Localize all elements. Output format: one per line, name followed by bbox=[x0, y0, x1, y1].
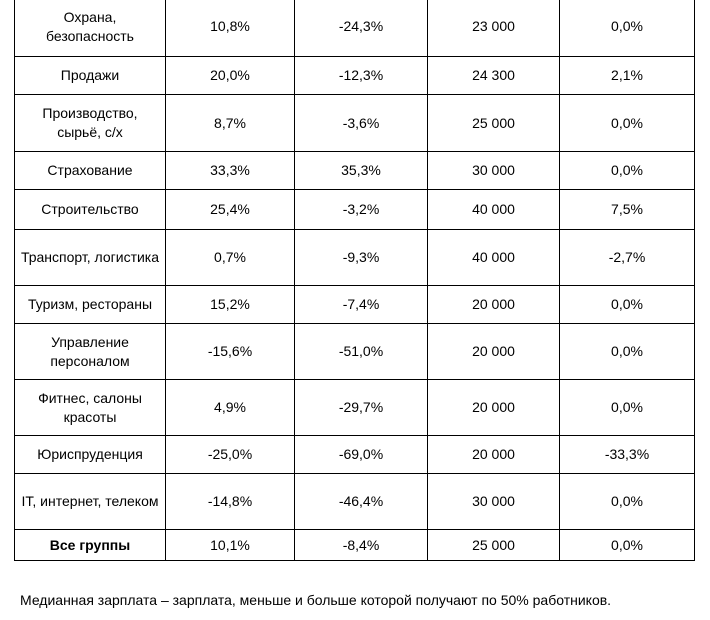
value-cell: 0,0% bbox=[560, 474, 695, 530]
value-cell: 10,1% bbox=[166, 530, 295, 561]
table-row bbox=[15, 152, 695, 190]
table-row bbox=[15, 474, 695, 530]
value-cell: 20 000 bbox=[428, 324, 560, 380]
table-row bbox=[15, 286, 695, 324]
value-cell: 30 000 bbox=[428, 152, 560, 190]
industry-name-cell: Охрана, безопасность bbox=[15, 0, 166, 57]
value-cell: 20 000 bbox=[428, 380, 560, 436]
value-cell: 15,2% bbox=[166, 286, 295, 324]
table-row bbox=[15, 324, 695, 380]
industry-name-cell: Страхование bbox=[15, 152, 166, 190]
value-cell: -2,7% bbox=[560, 230, 695, 286]
value-cell: 0,0% bbox=[560, 95, 695, 152]
value-cell: -3,6% bbox=[295, 95, 428, 152]
value-cell: 33,3% bbox=[166, 152, 295, 190]
salary-table bbox=[14, 0, 695, 561]
value-cell: 25,4% bbox=[166, 190, 295, 230]
value-cell: -51,0% bbox=[295, 324, 428, 380]
industry-name-cell: Транспорт, логистика bbox=[15, 230, 166, 286]
value-cell: 25 000 bbox=[428, 530, 560, 561]
value-cell: 8,7% bbox=[166, 95, 295, 152]
industry-name-cell: Продажи bbox=[15, 57, 166, 95]
value-cell: 30 000 bbox=[428, 474, 560, 530]
value-cell: -46,4% bbox=[295, 474, 428, 530]
value-cell: 0,7% bbox=[166, 230, 295, 286]
table-row bbox=[15, 0, 695, 57]
value-cell: -29,7% bbox=[295, 380, 428, 436]
table-row bbox=[15, 95, 695, 152]
value-cell: 40 000 bbox=[428, 190, 560, 230]
value-cell: 0,0% bbox=[560, 324, 695, 380]
value-cell: 10,8% bbox=[166, 0, 295, 57]
table-row bbox=[15, 436, 695, 474]
value-cell: 20 000 bbox=[428, 286, 560, 324]
value-cell: -14,8% bbox=[166, 474, 295, 530]
value-cell: 0,0% bbox=[560, 152, 695, 190]
value-cell: -25,0% bbox=[166, 436, 295, 474]
total-name-cell: Все группы bbox=[15, 530, 166, 561]
value-cell: 0,0% bbox=[560, 286, 695, 324]
value-cell: 0,0% bbox=[560, 530, 695, 561]
value-cell: 40 000 bbox=[428, 230, 560, 286]
value-cell: -69,0% bbox=[295, 436, 428, 474]
value-cell: -33,3% bbox=[560, 436, 695, 474]
value-cell: 2,1% bbox=[560, 57, 695, 95]
value-cell: 7,5% bbox=[560, 190, 695, 230]
table-row bbox=[15, 230, 695, 286]
table-row bbox=[15, 190, 695, 230]
value-cell: -3,2% bbox=[295, 190, 428, 230]
table-row bbox=[15, 57, 695, 95]
value-cell: 24 300 bbox=[428, 57, 560, 95]
industry-name-cell: Строительство bbox=[15, 190, 166, 230]
industry-name-cell: Фитнес, салоны красоты bbox=[15, 380, 166, 436]
value-cell: -9,3% bbox=[295, 230, 428, 286]
value-cell: -24,3% bbox=[295, 0, 428, 57]
value-cell: 20,0% bbox=[166, 57, 295, 95]
value-cell: -7,4% bbox=[295, 286, 428, 324]
industry-name-cell: Юриспруденция bbox=[15, 436, 166, 474]
industry-name-cell: Туризм, рестораны bbox=[15, 286, 166, 324]
value-cell: 0,0% bbox=[560, 0, 695, 57]
table-total-row bbox=[15, 530, 695, 561]
table-row bbox=[15, 380, 695, 436]
value-cell: 25 000 bbox=[428, 95, 560, 152]
value-cell: 4,9% bbox=[166, 380, 295, 436]
industry-name-cell: IT, интернет, телеком bbox=[15, 474, 166, 530]
value-cell: 35,3% bbox=[295, 152, 428, 190]
value-cell: 0,0% bbox=[560, 380, 695, 436]
industry-name-cell: Управление персоналом bbox=[15, 324, 166, 380]
value-cell: -8,4% bbox=[295, 530, 428, 561]
value-cell: -15,6% bbox=[166, 324, 295, 380]
footnote: Медианная зарплата – зарплата, меньше и больше которой получают по 50% работников. bbox=[20, 592, 612, 608]
value-cell: 20 000 bbox=[428, 436, 560, 474]
value-cell: -12,3% bbox=[295, 57, 428, 95]
industry-name-cell: Производство, сырьё, с/х bbox=[15, 95, 166, 152]
value-cell: 23 000 bbox=[428, 0, 560, 57]
